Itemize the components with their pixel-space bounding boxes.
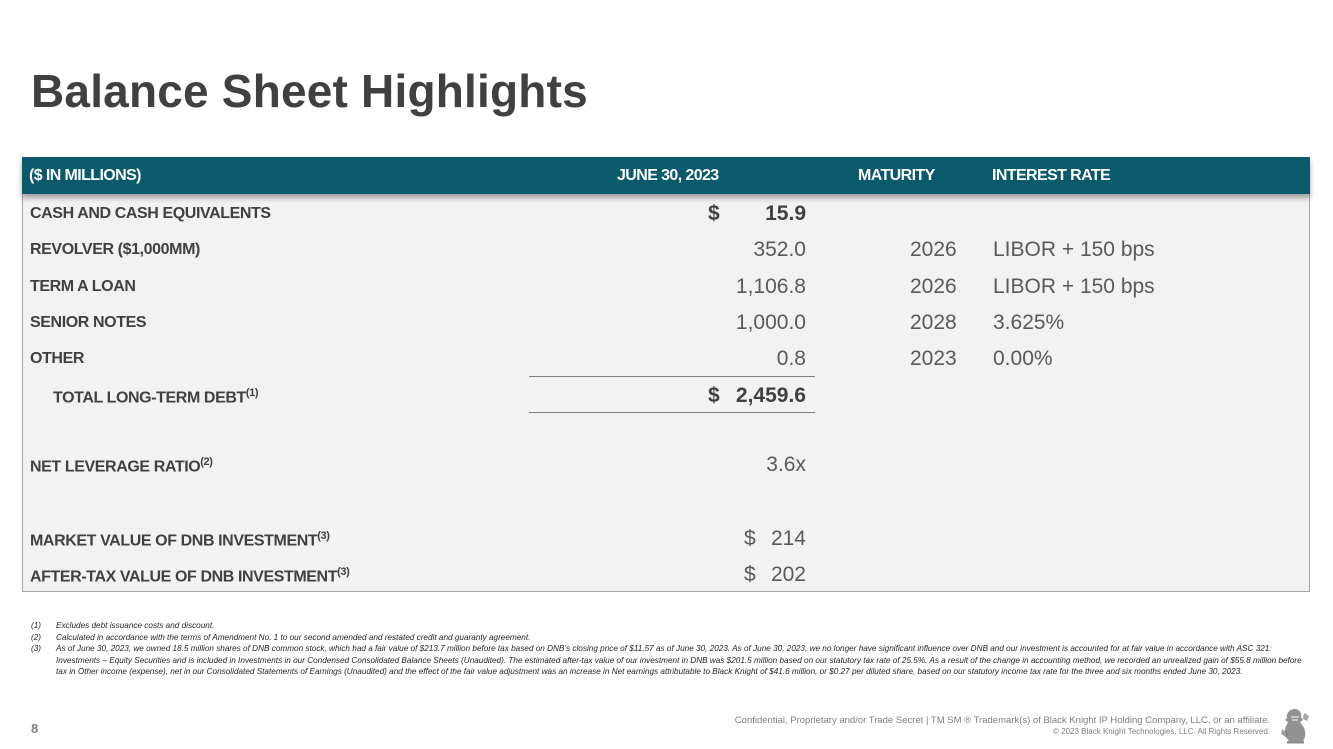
- table-row-total-debt: [23, 381, 1309, 411]
- footnotes: [31, 620, 1303, 678]
- header-maturity: MATURITY: [858, 167, 935, 184]
- row-value: 1,106.8: [735, 275, 806, 298]
- black-knight-logo-icon: [1278, 707, 1312, 745]
- row-value: 3.6x: [766, 453, 806, 476]
- row-value: 15.9: [765, 202, 806, 225]
- footnote-ref: (3): [337, 566, 350, 578]
- header-interest-rate: INTEREST RATE: [992, 167, 1111, 184]
- page-number: 8: [31, 721, 39, 736]
- table-row-market-value: [23, 524, 1309, 554]
- footnote-1: (1) Excludes debt issuance costs and discount.: [31, 621, 215, 630]
- row-label: AFTER-TAX VALUE OF DNB INVESTMENT$^{(3)}$: [30, 566, 350, 586]
- table-row-senior-notes: [23, 308, 1309, 338]
- footnote-3: (3) As of June 30, 2023, we owned 18.5 million shares of DNB common stock, which had a fair value of $213.7 million before tax based on DNB’s closing price of $11.57 as of June 30, 2023. As of June 30, 2023, we no longer have significant influence over DNB and our investment is accounted for at fair value in accordance with ASC 321: Investments – Equity Securities and is included in Investments in our Condensed Consolidated Balance Sheets (Unaudited). The estimated after-tax value of our investment in DNB was $201.5 million based on our statutory tax rate of 25.5%. As a result of the change in accounting method, we recorded an unrealized gain of $55.8 million before tax in Other income (expense), net in our Consolidated Statements of Earnings (Unaudited) and the effect of the fair value adjustment was an increase in Net earnings attributable to Black Knight of $41.6 million, or $0.27 per diluted share, based on our statutory income tax rate for the three and six months ended June 30, 2023.: [31, 644, 1302, 677]
- row-rate: 3.625%: [993, 311, 1065, 334]
- subtotal-rule-bottom: [529, 412, 815, 413]
- row-value: 352.0: [753, 238, 806, 261]
- row-value: 214: [770, 527, 806, 550]
- row-label: TOTAL LONG-TERM DEBT$^{(1)}$: [53, 387, 259, 407]
- row-maturity: 2028: [910, 311, 957, 334]
- row-value: 2,459.6: [735, 384, 806, 407]
- row-value: 1,000.0: [735, 311, 806, 334]
- row-label: TERM A LOAN: [30, 278, 136, 295]
- row-rate: 0.00%: [993, 347, 1053, 370]
- row-value: 0.8: [776, 347, 806, 370]
- row-maturity: 2023: [910, 347, 957, 370]
- table-row-cash: [23, 199, 1309, 229]
- footnote-ref: (2): [200, 456, 213, 468]
- row-value: 202: [770, 563, 806, 586]
- footer-line-1: Confidential, Proprietary and/or Trade Secret | TM SM ® Trademark(s) of Black Knight IP Holding Company, LLC, or an affiliate.: [734, 715, 1270, 726]
- row-rate: LIBOR + 150 bps: [993, 238, 1155, 261]
- dollar-sign: $: [744, 563, 756, 586]
- row-label: REVOLVER ($1,000MM): [30, 241, 200, 258]
- dollar-sign: $: [744, 527, 756, 550]
- dollar-sign: $: [708, 202, 720, 225]
- table-row-revolver: [23, 235, 1309, 265]
- row-maturity: 2026: [910, 238, 957, 261]
- footnote-2: (2) Calculated in accordance with the terms of Amendment No. 1 to our second amended and restated credit and guaranty agreement.: [31, 632, 531, 642]
- row-label: NET LEVERAGE RATIO$^{(2)}$: [30, 456, 213, 476]
- confidentiality-footer: [735, 715, 1270, 737]
- page-title: Balance Sheet Highlights: [31, 65, 588, 117]
- subtotal-rule-top: [529, 376, 815, 377]
- balance-sheet-table: [22, 157, 1310, 592]
- table-row-after-tax: [23, 560, 1309, 590]
- footer-line-2: © 2023 Black Knight Technologies, LLC. All Rights Reserved.: [1053, 727, 1270, 736]
- row-rate: LIBOR + 150 bps: [993, 275, 1155, 298]
- table-row-net-leverage: [23, 450, 1309, 480]
- table-row-term-a: [23, 272, 1309, 302]
- table-row-other: [23, 344, 1309, 374]
- header-date: JUNE 30, 2023: [617, 167, 719, 184]
- dollar-sign: $: [708, 384, 720, 407]
- row-label: OTHER: [30, 350, 85, 367]
- row-maturity: 2026: [910, 275, 957, 298]
- table-header: [22, 157, 1310, 194]
- footnote-ref: (3): [317, 530, 330, 542]
- row-label: SENIOR NOTES: [30, 314, 147, 331]
- footnote-ref: (1): [245, 387, 259, 399]
- row-label: CASH AND CASH EQUIVALENTS: [30, 205, 271, 222]
- row-label: MARKET VALUE OF DNB INVESTMENT$^{(3)}$: [30, 530, 330, 550]
- header-label: ($ IN MILLIONS): [29, 167, 141, 184]
